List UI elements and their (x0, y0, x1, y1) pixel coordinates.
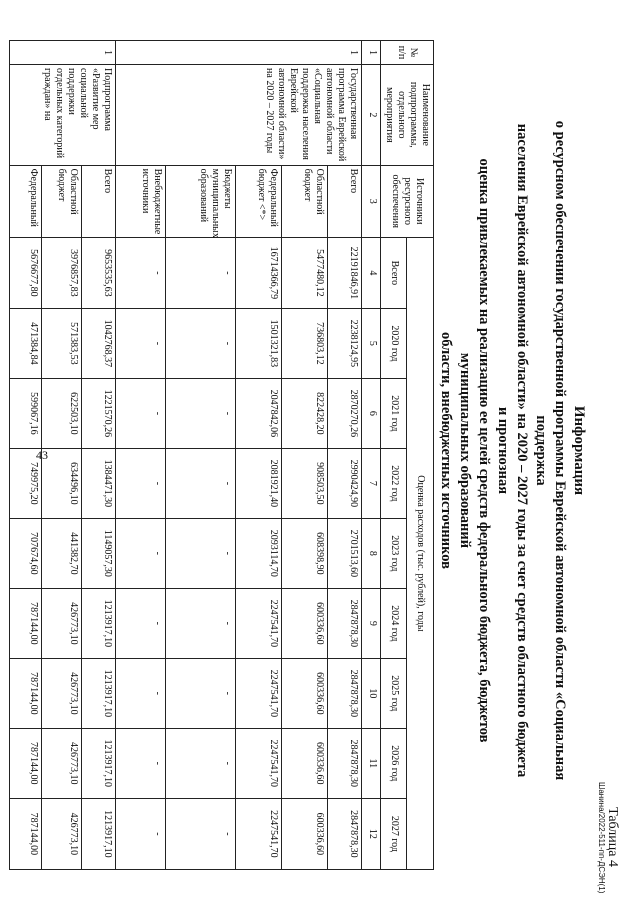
funding-source: Внебюджетные источники (116, 165, 166, 237)
year-value: 2081921,40 (236, 448, 282, 518)
table-row (116, 41, 166, 870)
year-value: 2247541,70 (236, 658, 282, 728)
year-value: 599067,16 (10, 378, 42, 448)
year-value: - (166, 798, 236, 869)
heading-line: области, внебюджетных источников (438, 332, 454, 569)
column-index: 3 (362, 165, 381, 237)
year-value: 1213917,10 (82, 728, 116, 798)
year-value: 600336,60 (282, 728, 328, 798)
funding-source: Всего (82, 165, 116, 237)
header-year: 2027 год (381, 798, 408, 869)
funding-source: Областной бюджет (282, 165, 328, 237)
year-value: 1213917,10 (82, 798, 116, 869)
document-heading (436, 120, 588, 781)
column-index: 5 (362, 308, 381, 378)
year-value: 787144,00 (10, 798, 42, 869)
table-body (10, 41, 362, 870)
year-value: 426773,10 (42, 658, 82, 728)
year-value: - (116, 518, 166, 588)
funding-source: Федеральный бюджет <*> (236, 165, 282, 237)
column-index: 9 (362, 588, 381, 658)
year-value: 634496,10 (42, 448, 82, 518)
year-value: - (166, 728, 236, 798)
year-value: 2238124,95 (328, 308, 362, 378)
year-value: 1221570,26 (82, 378, 116, 448)
table-row (282, 41, 328, 870)
program-name: Государственная программа Еврейской автономной области «Социальная поддержка населения Еврейской автономной области» на 2020 – 2027 годы (116, 65, 362, 166)
header-total: Всего (381, 237, 408, 308)
funding-source: Областной бюджет (42, 165, 82, 237)
funding-source: Федеральный (10, 165, 42, 237)
column-index: 2 (362, 65, 381, 166)
header-year: 2023 год (381, 518, 408, 588)
footer-code: Шанина/2022-511-пп-ДСЭН(1) (597, 782, 606, 894)
program-name: Подпрограмма «Развитие мер социальной поддержки отдельных категорий граждан» на (10, 65, 116, 166)
year-value: - (166, 448, 236, 518)
header-year: 2022 год (381, 448, 408, 518)
year-value: 2247541,70 (236, 588, 282, 658)
year-value: 1501321,83 (236, 308, 282, 378)
year-value: 822428,20 (282, 378, 328, 448)
year-value: - (166, 518, 236, 588)
table-row (82, 41, 116, 870)
column-index: 8 (362, 518, 381, 588)
year-value: 2870270,26 (328, 378, 362, 448)
year-value: 1384471,30 (82, 448, 116, 518)
year-value: - (116, 728, 166, 798)
total-value: 5477480,12 (282, 237, 328, 308)
year-value: - (166, 308, 236, 378)
year-value: 2047842,06 (236, 378, 282, 448)
funding-source: Всего (328, 165, 362, 237)
year-value: 2093114,70 (236, 518, 282, 588)
year-value: 2847878,30 (328, 798, 362, 869)
year-value: 2701513,60 (328, 518, 362, 588)
year-value: 1213917,10 (82, 588, 116, 658)
year-value: 1042768,37 (82, 308, 116, 378)
year-value: 2247541,70 (236, 798, 282, 869)
year-value: 1149057,30 (82, 518, 116, 588)
total-value: 5676677,80 (10, 237, 42, 308)
year-value: - (116, 658, 166, 728)
year-value: 749975,20 (10, 448, 42, 518)
total-value: - (166, 237, 236, 308)
resource-table (9, 40, 434, 870)
funding-source: Бюджеты муниципальных образований (166, 165, 236, 237)
year-value: 736803,12 (282, 308, 328, 378)
year-value: 908503,50 (282, 448, 328, 518)
year-value: - (116, 798, 166, 869)
heading-line: оценка привлекаемых на реализацию ее целей средств федерального бюджета, бюджетов муниципальных образований (457, 158, 492, 743)
total-value: 3976857,83 (42, 237, 82, 308)
table-row (328, 41, 362, 870)
column-index-row (362, 41, 381, 870)
year-value: 600336,60 (282, 658, 328, 728)
year-value: - (166, 588, 236, 658)
year-value: 2847878,30 (328, 588, 362, 658)
year-value: 1213917,10 (82, 658, 116, 728)
column-index: 10 (362, 658, 381, 728)
year-value: 2247541,70 (236, 728, 282, 798)
header-source: Источники ресурсного обеспечения (381, 165, 434, 237)
year-value: 441382,70 (42, 518, 82, 588)
heading-line: населения Еврейской автономной области» на 2020 – 2027 годы за счет средств областного бюджета и прогнозная (495, 123, 530, 778)
year-value: 2990424,90 (328, 448, 362, 518)
header-year: 2024 год (381, 588, 408, 658)
total-value: 16714366,79 (236, 237, 282, 308)
table-row (10, 41, 42, 870)
year-value: - (116, 588, 166, 658)
year-value: 787144,00 (10, 658, 42, 728)
header-estimate: Оценка расходов (тыс. рублей), годы (407, 237, 434, 869)
row-number: 1 (10, 41, 116, 65)
column-index: 1 (362, 41, 381, 65)
header-year: 2025 год (381, 658, 408, 728)
table-row (42, 41, 82, 870)
year-value: 608398,90 (282, 518, 328, 588)
table-row (166, 41, 236, 870)
year-value: 707674,60 (10, 518, 42, 588)
year-value: 471384,84 (10, 308, 42, 378)
year-value: 787144,00 (10, 728, 42, 798)
column-index: 7 (362, 448, 381, 518)
column-index: 12 (362, 798, 381, 869)
year-value: - (116, 378, 166, 448)
page-number: 43 (36, 448, 48, 462)
year-value: 2847878,30 (328, 658, 362, 728)
year-value: - (116, 448, 166, 518)
year-value: - (116, 308, 166, 378)
year-value: 426773,10 (42, 798, 82, 869)
year-value: 2847878,30 (328, 728, 362, 798)
year-value: 622503,10 (42, 378, 82, 448)
column-index: 6 (362, 378, 381, 448)
header-year: 2026 год (381, 728, 408, 798)
table-row (236, 41, 282, 870)
header-year: 2020 год (381, 308, 408, 378)
total-value: - (116, 237, 166, 308)
year-value: 571383,53 (42, 308, 82, 378)
heading-line: о ресурсном обеспечении государственной программы Еврейской автономной области «Социальная поддержка (533, 120, 568, 781)
year-value: - (166, 658, 236, 728)
year-value: 787144,00 (10, 588, 42, 658)
total-value: 9653535,63 (82, 237, 116, 308)
year-value: 600336,60 (282, 798, 328, 869)
table-label: Таблица 4 (605, 807, 620, 867)
row-number: 1 (116, 41, 362, 65)
year-value: 426773,10 (42, 588, 82, 658)
column-index: 4 (362, 237, 381, 308)
year-value: - (166, 378, 236, 448)
year-value: 600336,60 (282, 588, 328, 658)
header-year: 2021 год (381, 378, 408, 448)
total-value: 22191846,91 (328, 237, 362, 308)
column-index: 11 (362, 728, 381, 798)
heading-title: Информация (571, 405, 587, 496)
header-no: № п/п (381, 41, 434, 65)
year-value: 426773,10 (42, 728, 82, 798)
header-name: Наименование подпрограммы, отдельного мероприятия (381, 65, 434, 166)
